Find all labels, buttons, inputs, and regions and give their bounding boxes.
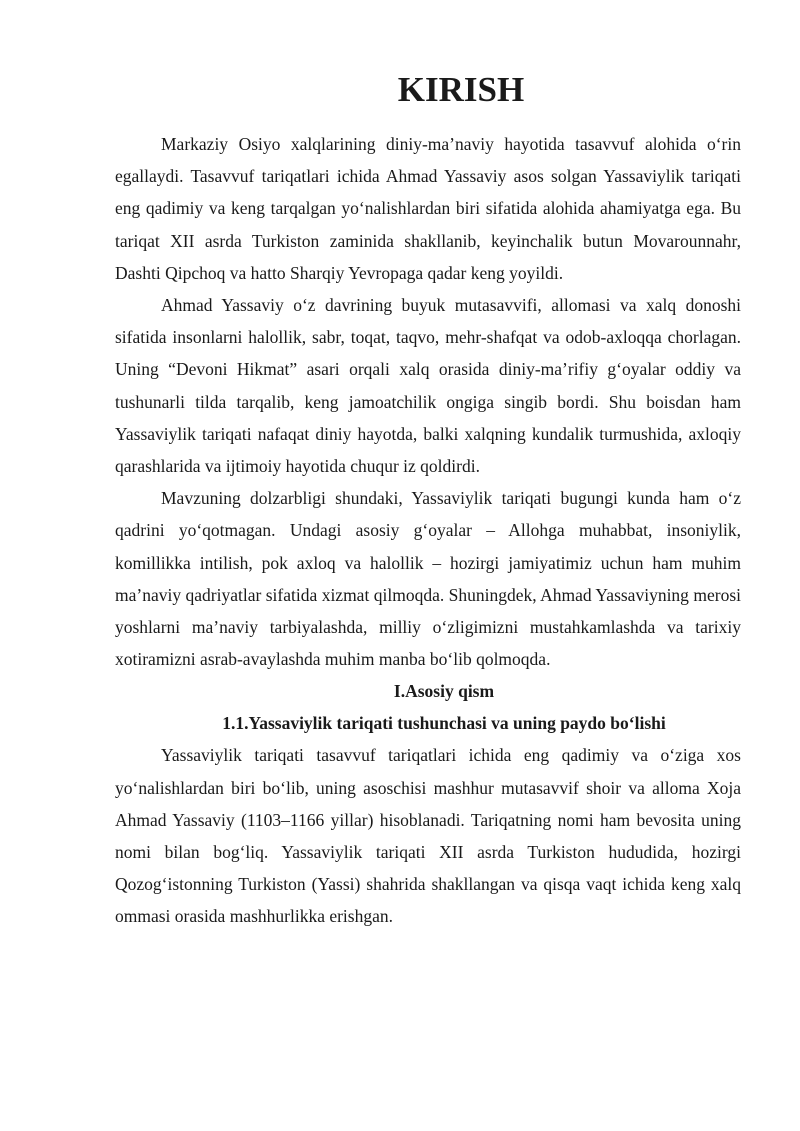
section-paragraph-1: Yassaviylik tariqati tasavvuf tariqatlari ichida eng qadimiy va o‘ziga xos yo‘nalishlardan biri bo‘lib, uning asoschisi mashhur mutasavvif shoir va alloma Xoja Ahmad Yassaviy (1103–1166 yillar) hisoblanadi. Tariqatning nomi ham bevosita uning nomi bilan bog‘liq. Yassaviylik tariqati XII asrda Turkiston hududida, hozirgi Qozog‘istonning Turkiston (Yassi) shahrida shakllangan va qisqa vaqt ichida keng xalq ommasi orasida mashhurlikka erishgan. — [115, 745, 741, 927]
subsection-heading: 1.1.Yassaviylik tariqati tushunchasi va uning paydo bo‘lishi — [222, 713, 666, 734]
page-title: KIRISH — [397, 70, 525, 109]
document-body — [115, 70, 741, 933]
intro-paragraph-1: Markaziy Osiyo xalqlarining diniy-ma’naviy hayotida tasavvuf alohida o‘rin egallaydi. Tasavvuf tariqatlari ichida Ahmad Yassaviy asos solgan Yassaviylik tariqati eng qadimiy va keng tarqalgan yo‘nalishlardan biri sifatida alohida ahamiyatga ega. Bu tariqat XII asrda Turkiston zaminida shakllanib, keyinchalik butun Movarounnahr, Dashti Qipchoq va hatto Sharqiy Yevropaga qadar keng yoyildi. — [115, 134, 741, 283]
section-heading: I.Asosiy qism — [393, 681, 495, 702]
intro-paragraph-2: Ahmad Yassaviy o‘z davrining buyuk mutasavvifi, allomasi va xalq donoshi sifatida insonlarni halollik, sabr, toqat, taqvo, mehr-shafqat va odob-axloqqa chorlagan. Uning “Devoni Hikmat” asari orqali xalq orasida diniy-ma’rifiy g‘oyalar oddiy va tushunarli tilda tarqalib, keng jamoatchilik ongiga singib bordi. Shu boisdan ham Yassaviylik tariqati nafaqat diniy hayotda, balki xalqning kundalik turmushida, axloqiy qarashlarida va ijtimoiy hayotida chuqur iz qoldirdi. — [115, 295, 741, 477]
intro-paragraph-3: Mavzuning dolzarbligi shundaki, Yassaviylik tariqati bugungi kunda ham o‘z qadrini yo‘qotmagan. Undagi asosiy g‘oyalar – Allohga muhabbat, insoniylik, komillikka intilish, pok axloq va halollik – hozirgi jamiyatimiz uchun ham muhim ma’naviy qadriyatlar sifatida xizmat qilmoqda. Shuningdek, Ahmad Yassaviyning merosi yoshlarni ma’naviy tarbiyalashda, milliy o‘zligimizni mustahkamlashda va tarixiy xotiramizni asrab-avaylashda muhim manba bo‘lib qolmoqda. — [115, 488, 741, 670]
